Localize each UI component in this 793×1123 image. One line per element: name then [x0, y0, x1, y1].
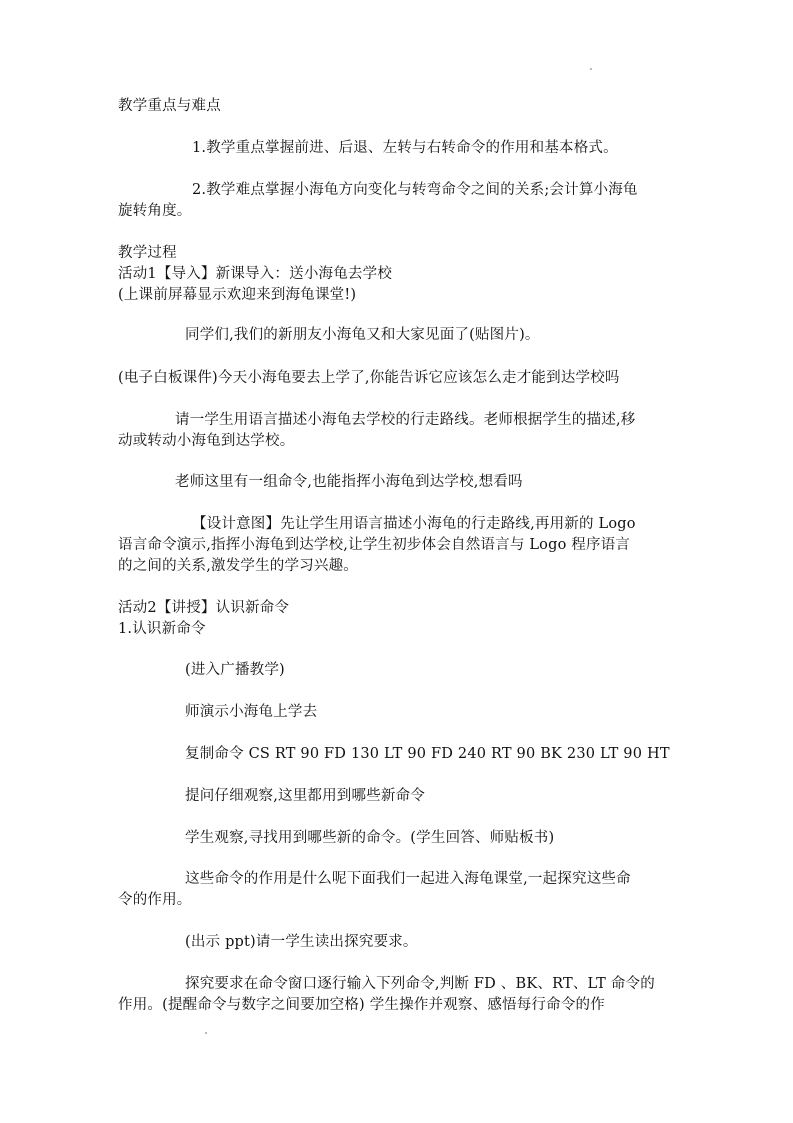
- paragraph-line: 探究要求在命令窗口逐行输入下列命令,判断 FD 、BK、RT、LT 命令的: [185, 976, 655, 992]
- paragraph-line: 请一学生用语言描述小海龟去学校的行走路线。老师根据学生的描述,移: [175, 412, 636, 428]
- paragraph-line: 作用。(提醒命令与数字之间要加空格) 学生操作并观察、感悟每行命令的作: [118, 997, 605, 1013]
- paragraph-line: 老师这里有一组命令,也能指挥小海龟到达学校,想看吗: [175, 474, 523, 490]
- section-heading-process: 教学过程: [118, 245, 177, 261]
- section-heading-key-points: 教学重点与难点: [118, 98, 221, 114]
- scan-dot: [590, 68, 592, 70]
- paragraph-line: (出示 ppt)请一学生读出探究要求。: [185, 934, 418, 950]
- paragraph-line: 2.教学难点掌握小海龟方向变化与转弯命令之间的关系;会计算小海龟: [192, 182, 638, 198]
- paragraph-line: 师演示小海龟上学去: [185, 704, 318, 720]
- activity-heading: 活动2【讲授】认识新命令: [118, 600, 290, 616]
- paragraph-line: (电子白板课件)今天小海龟要去上学了,你能告诉它应该怎么走才能到达学校吗: [118, 370, 620, 386]
- paragraph-line: 同学们,我们的新朋友小海龟又和大家见面了(贴图片)。: [185, 327, 540, 343]
- activity-heading: 活动1【导入】新课导入：送小海龟去学校: [118, 266, 393, 282]
- paragraph-line: 【设计意图】先让学生用语言描述小海龟的行走路线,再用新的 Logo: [192, 516, 636, 532]
- paragraph-line: 语言命令演示,指挥小海龟到达学校,让学生初步体会自然语言与 Logo 程序语言: [118, 537, 631, 553]
- paragraph-line: (上课前屏幕显示欢迎来到海龟课堂!): [118, 287, 357, 303]
- paragraph-line: 动或转动小海龟到达学校。: [118, 433, 295, 449]
- paragraph-line: 令的作用。: [118, 892, 192, 908]
- scan-dot: [205, 1032, 207, 1034]
- paragraph-line: 旋转角度。: [118, 203, 192, 219]
- paragraph-line: 学生观察,寻找用到哪些新的命令。(学生回答、师贴板书): [185, 830, 555, 846]
- sub-heading: 1.认识新命令: [118, 621, 206, 637]
- paragraph-line: 提问仔细观察,这里都用到哪些新命令: [185, 788, 426, 804]
- paragraph-line: 这些命令的作用是什么呢下面我们一起进入海龟课堂,一起探究这些命: [185, 871, 631, 887]
- command-line: 复制命令 CS RT 90 FD 130 LT 90 FD 240 RT 90 BK 230 LT 90 HT: [185, 746, 670, 762]
- paragraph-line: 的之间的关系,激发学生的学习兴趣。: [118, 558, 359, 574]
- paragraph-line: (进入广播教学): [185, 662, 285, 678]
- paragraph-line: 1.教学重点掌握前进、后退、左转与右转命令的作用和基本格式。: [192, 140, 618, 156]
